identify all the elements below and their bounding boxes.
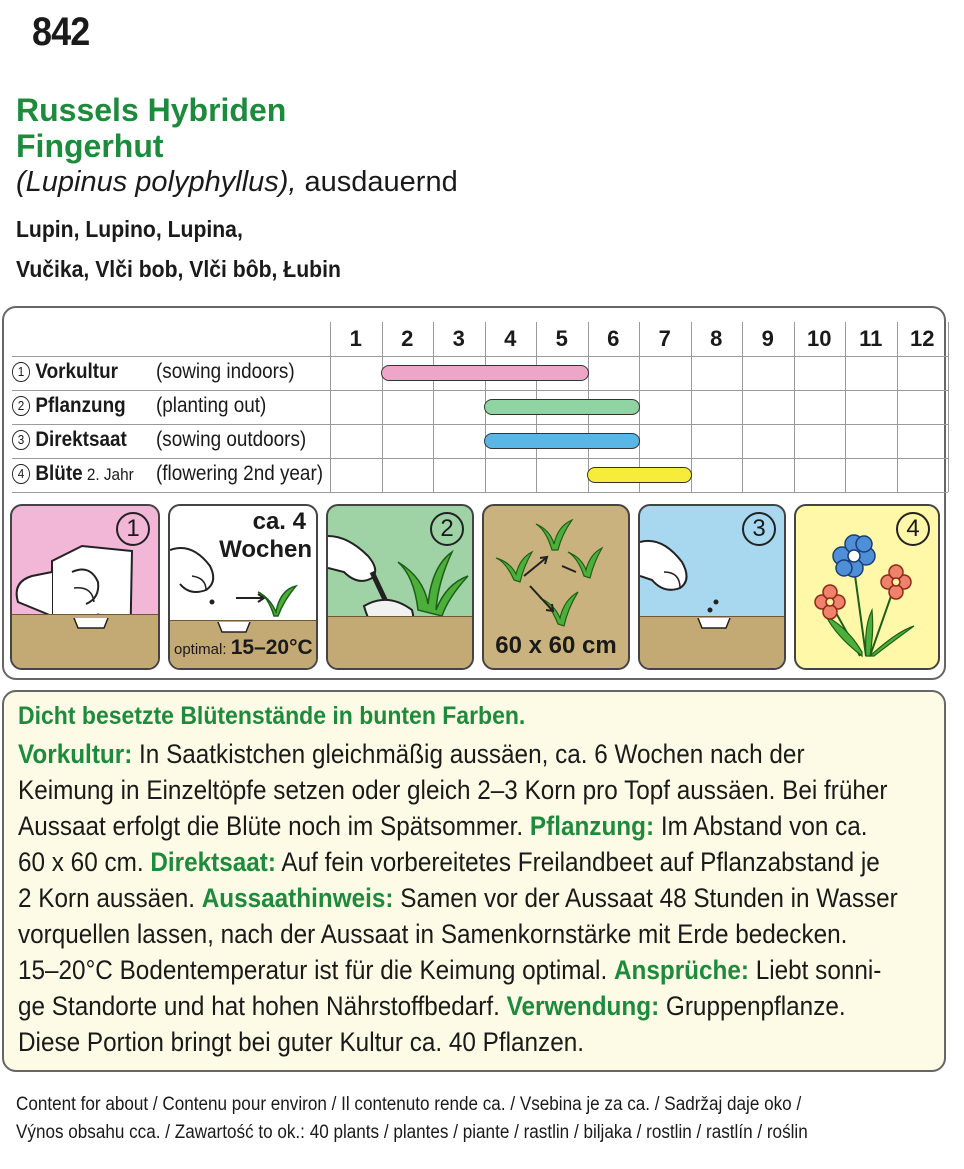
panel-weeks-text1: ca. 4 — [252, 508, 306, 535]
calendar-grid — [12, 322, 942, 500]
description-line: Diese Portion bringt bei guter Kultur ca. 40 Pflanzen. — [18, 1027, 584, 1057]
row-note: (sowing outdoors) — [156, 428, 307, 451]
title-line2: Fingerhut — [16, 128, 164, 164]
calendar-bar — [587, 467, 692, 483]
panel-number: 4 — [896, 512, 930, 546]
description-body — [18, 736, 918, 1060]
optimal-temp: 15–20°C — [230, 636, 313, 659]
description-line: Keimung in Einzeltöpfe setzen oder gleich 2–3 Korn pro Topf aussäen. Bei früher — [18, 775, 888, 805]
panel-spacing-text: 60 x 60 cm — [495, 632, 617, 659]
panel-number: 1 — [116, 512, 150, 546]
calendar-row-label — [12, 428, 307, 452]
row-title: Vorkultur — [35, 360, 119, 383]
month-label: 7 — [658, 326, 671, 351]
panel-weeks-text2: Wochen — [219, 536, 312, 563]
other-names-line2: Vučika, Vlči bob, Vlči bôb, Łubin — [16, 256, 341, 282]
panel-germination — [168, 504, 318, 670]
panel-spacing — [482, 504, 630, 670]
calendar-bar — [484, 399, 641, 415]
grid-line — [12, 424, 948, 425]
calendar-bar — [484, 433, 641, 449]
description-line: Aussaat erfolgt die Blüte noch im Spätsommer. Pflanzung: Im Abstand von ca. — [18, 811, 868, 841]
month-label: 3 — [452, 326, 465, 351]
row-extra: 2. Jahr — [82, 465, 134, 484]
panel-optimal-temp — [174, 636, 313, 660]
panel-number: 2 — [430, 512, 464, 546]
latin-name: (Lupinus polyphyllus), — [16, 166, 297, 198]
grid-line — [12, 492, 948, 493]
month-label: 11 — [859, 326, 883, 351]
row-number: 2 — [12, 396, 30, 416]
row-note: (planting out) — [156, 394, 267, 417]
panel-flowering — [794, 504, 940, 670]
panel-planting-out — [326, 504, 474, 670]
description-line: 60 x 60 cm. Direktsaat: Auf fein vorbereitetes Freilandbeet auf Pflanzabstand je — [18, 847, 880, 877]
row-title: Pflanzung — [35, 394, 126, 417]
month-label: 12 — [910, 326, 935, 351]
month-label: 1 — [349, 326, 362, 351]
footer-line2: Výnos obsahu cca. / Zawartość to ok.: 40 plants / plantes / piante / rastlin / biljaka / rostlin / rastlín / roślin — [16, 1122, 808, 1143]
row-number: 4 — [12, 464, 30, 484]
description-line: ge Standorte und hat hohen Nährstoffbedarf. Verwendung: Gruppenpflanze. — [18, 991, 846, 1021]
grid-line — [12, 356, 948, 357]
calendar-row-label — [12, 462, 324, 486]
row-number: 1 — [12, 362, 30, 382]
panel-sowing-outdoors — [638, 504, 786, 670]
calendar-row-label — [12, 360, 295, 384]
month-label: 6 — [607, 326, 620, 351]
month-label: 10 — [807, 326, 832, 351]
row-note: (flowering 2nd year) — [156, 462, 324, 485]
month-label: 5 — [555, 326, 568, 351]
description-line: vorquellen lassen, nach der Aussaat in Samenkornstärke mit Erde bedecken. — [18, 919, 848, 949]
latin-suffix: ausdauernd — [296, 166, 458, 198]
other-names-line1: Lupin, Lupino, Lupina, — [16, 216, 243, 242]
soil-pot-icon — [12, 618, 160, 648]
panel-sowing-indoors — [10, 504, 160, 670]
grid-line — [12, 458, 948, 459]
instruction-panels — [10, 504, 940, 670]
latin-name-line — [16, 166, 458, 199]
month-label: 4 — [504, 326, 517, 351]
description-box — [2, 690, 946, 1072]
month-label: 9 — [761, 326, 774, 351]
description-lead: Dicht besetzte Blütenstände in bunten Farben. — [18, 702, 526, 730]
sowing-calendar — [2, 306, 946, 680]
row-note: (sowing indoors) — [156, 360, 295, 383]
calendar-row-label — [12, 394, 267, 418]
row-title: Direktsaat — [35, 428, 127, 451]
flowers-icon — [796, 506, 940, 670]
optimal-label: optimal: — [174, 641, 227, 658]
description-line: 2 Korn aussäen. Aussaathinweis: Samen vor der Aussaat 48 Stunden in Wasser — [18, 883, 898, 913]
grid-line — [12, 390, 948, 391]
product-code: 842 — [32, 10, 90, 54]
month-label: 2 — [401, 326, 414, 351]
panel-number: 3 — [742, 512, 776, 546]
soil-pot-icon — [640, 618, 786, 648]
footer-line1: Content for about / Contenu pour environ / Il contenuto rende ca. / Vsebina je za ca. / Sadržaj daje oko / — [16, 1094, 802, 1115]
calendar-bar — [381, 365, 589, 381]
month-label: 8 — [710, 326, 723, 351]
description-line: 15–20°C Bodentemperatur ist für die Keimung optimal. Ansprüche: Liebt sonni- — [18, 955, 882, 985]
grid-line — [948, 322, 949, 492]
description-line: Vorkultur: In Saatkistchen gleichmäßig aussäen, ca. 6 Wochen nach der — [18, 739, 805, 769]
row-title: Blüte — [35, 462, 83, 485]
row-number: 3 — [12, 430, 30, 450]
blue-flower — [833, 535, 875, 577]
title-line1: Russels Hybriden — [16, 92, 287, 128]
